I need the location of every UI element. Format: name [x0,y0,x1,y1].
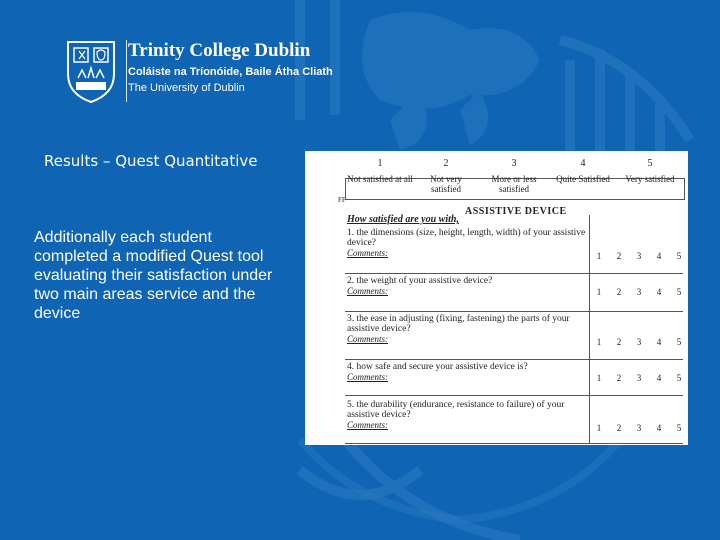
scale-item-5 [617,158,683,184]
scale-item-4 [555,158,611,184]
question-text [347,314,587,344]
question-text [347,228,587,258]
rating-value: 2 [616,287,622,297]
row-divider [345,395,683,396]
slide-title: Results – Quest Quantitative [44,152,258,170]
rating-value: 5 [676,373,682,383]
rating-value: 5 [676,337,682,347]
rating-value: 4 [656,423,662,433]
scale-item-2 [417,158,475,194]
question-label: 5. the durability (endurance, resistance to failure) of your assistive device? [347,400,565,420]
question-text [347,276,587,296]
logo-name: Trinity College Dublin [128,40,311,61]
scale-label: More or less satisfied [491,174,537,194]
scale-item-3 [481,158,547,194]
crest-icon [64,38,118,104]
scale-number: 5 [647,158,653,169]
rating-value: 5 [676,287,682,297]
rating-value: 4 [656,251,662,261]
rating-value: 5 [676,251,682,261]
logo-text [128,40,333,96]
rating-value: 1 [596,423,602,433]
question-table [345,203,683,443]
question-label: 4. how safe and secure your assistive device is? [347,362,528,372]
question-row [345,399,683,443]
question-row [345,275,683,311]
scale-number: 1 [377,158,383,169]
comments-label: Comments: [347,420,388,430]
comments-label: Comments: [347,334,388,344]
questionnaire-image [305,151,688,445]
form-mark: FF [338,196,346,204]
rating-value: 3 [636,251,642,261]
question-row [345,361,683,395]
rating-value: 2 [616,423,622,433]
rating-value: 3 [636,423,642,433]
row-divider [345,311,683,312]
row-divider [345,273,683,274]
rating-value: 1 [596,337,602,347]
rating-value: 5 [676,423,682,433]
slide-body-text: Additionally each student completed a modified Quest tool evaluating their satisfaction under two main areas service and the device [34,229,273,322]
scale-item-1 [345,158,415,184]
question-text [347,362,587,382]
row-divider [345,359,683,360]
question-prompt: How satisfied are you with, [347,214,459,225]
row-divider [345,443,683,444]
comments-label: Comments: [347,248,388,258]
logo-divider [126,40,127,102]
rating-value: 2 [616,251,622,261]
rating-value: 2 [616,337,622,347]
rating-value: 3 [636,337,642,347]
university-logo [64,38,333,108]
scale-label: Not satisfied at all [347,174,413,184]
rating-value: 2 [616,373,622,383]
logo-subtitle: The University of Dublin [128,82,245,94]
rating-value: 4 [656,373,662,383]
question-row [345,313,683,357]
scale-number: 3 [511,158,517,169]
logo-irish-name: Coláiste na Tríonóide, Baile Átha Cliath [128,66,333,78]
question-label: 1. the dimensions (size, height, length, width) of your assistive device? [347,228,586,248]
scale-number: 4 [580,158,586,169]
rating-value: 3 [636,287,642,297]
rating-value: 1 [596,373,602,383]
rating-value: 3 [636,373,642,383]
scale-label: Very satisfied [625,174,675,184]
scale-label: Quite Satisfied [556,174,610,184]
rating-value: 1 [596,251,602,261]
question-label: 3. the ease in adjusting (fixing, fastening) the parts of your assistive device? [347,314,570,334]
comments-label: Comments: [347,372,388,382]
comments-label: Comments: [347,286,388,296]
scale-number: 2 [443,158,449,169]
scale-label: Not very satisfied [430,174,462,194]
question-label: 2. the weight of your assistive device? [347,276,493,286]
question-text [347,400,587,430]
question-row [345,227,683,271]
rating-value: 4 [656,287,662,297]
section-heading: ASSISTIVE DEVICE [465,206,567,217]
rating-value: 4 [656,337,662,347]
rating-value: 1 [596,287,602,297]
